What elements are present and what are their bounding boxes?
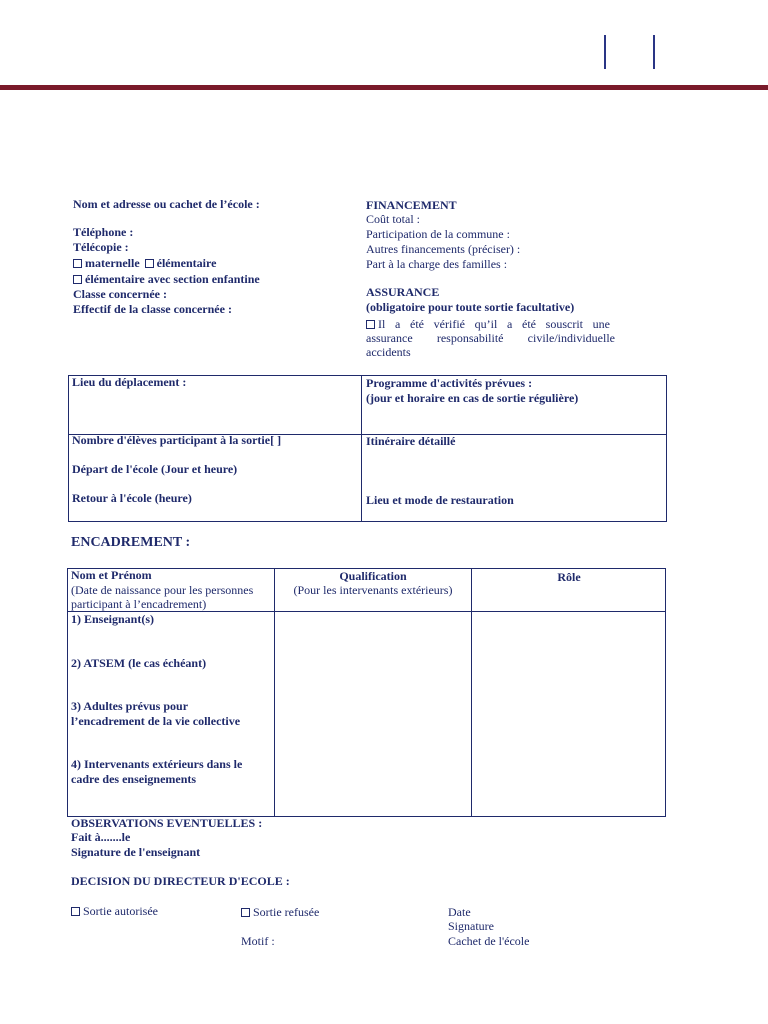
decision-heading: DECISION DU DIRECTEUR D'ECOLE : [71,874,290,888]
level-row-2 [73,272,260,286]
col-qualification-title: Qualification [339,569,407,583]
level-section-enfantine-label: élémentaire avec section enfantine [85,272,260,286]
encadrement-col-divider-2 [471,568,472,817]
encadrement-header-divider [67,611,666,612]
trip-table-divider-v [361,375,362,522]
row-adultes-line-1: 3) Adultes prévus pour [71,699,189,713]
row-intervenants-line-1: 4) Intervenants extérieurs dans le [71,757,243,771]
fax-label: Télécopie : [73,240,129,254]
level-maternelle-label: maternelle [85,256,140,270]
assurance-line-3: accidents [366,345,411,359]
level-elementaire-label: élémentaire [156,256,217,270]
class-label: Classe concernée : [73,287,167,301]
fait-a-label: Fait à.......le [71,830,131,844]
checkbox-assurance[interactable] [366,320,375,329]
commune-label: Participation de la commune : [366,227,510,241]
programme-note: (jour et horaire en cas de sortie régulière) [366,391,579,405]
class-size-label: Effectif de la classe concernée : [73,302,232,316]
restauration-label: Lieu et mode de restauration [366,493,514,507]
checkbox-maternelle[interactable] [73,259,82,268]
row-atsem: 2) ATSEM (le cas échéant) [71,656,207,670]
retour-label: Retour à l'école (heure) [72,491,192,505]
checkbox-sortie-refusee[interactable] [241,908,250,917]
row-intervenants-line-2: cadre des enseignements [71,772,197,786]
assurance-line-2: assurance responsabilité civile/individuelle [366,331,615,345]
assurance-heading: ASSURANCE [366,285,440,299]
col-nom-title: Nom et Prénom [71,568,152,582]
programme-label: Programme d'activités prévues : [366,376,533,390]
checkbox-elementaire[interactable] [145,259,154,268]
autres-financements-label: Autres financements (préciser) : [366,242,521,256]
financement-heading: FINANCEMENT [366,198,457,212]
col-qualification-note: (Pour les intervenants extérieurs) [293,583,453,597]
col-nom-note-2: participant à l’encadrement) [71,597,207,611]
date-label: Date [448,905,471,919]
checkbox-sortie-autorisee[interactable] [71,907,80,916]
signature-directeur-label: Signature [448,919,494,933]
row-enseignants: 1) Enseignant(s) [71,612,155,626]
col-nom-note-1: (Date de naissance pour les personnes [71,583,254,597]
cachet-ecole-label: Cachet de l'école [448,934,530,948]
encadrement-col-divider-1 [274,568,275,817]
school-name-label: Nom et adresse ou cachet de l’école : [73,197,260,211]
sortie-refusee-label: Sortie refusée [253,905,320,919]
phone-label: Téléphone : [73,225,134,239]
cout-total-label: Coût total : [366,212,420,226]
lieu-deplacement-label: Lieu du déplacement : [72,375,187,389]
header-rule [0,85,768,90]
header-bar-left [604,35,606,69]
sortie-autorisee-option [71,904,158,918]
familles-label: Part à la charge des familles : [366,257,508,271]
nombre-eleves-label: Nombre d'élèves participant à la sortie[ ] [72,433,282,447]
col-role-title: Rôle [557,570,581,584]
sortie-autorisee-label: Sortie autorisée [83,904,158,918]
observations-heading: OBSERVATIONS EVENTUELLES : [71,816,263,830]
assurance-subheading: (obligatoire pour toute sortie facultative) [366,300,575,314]
assurance-line-1-text: Il a été vérifié qu’il a été souscrit une [378,317,610,331]
encadrement-heading: ENCADREMENT : [71,535,191,550]
header-bar-right [653,35,655,69]
level-row-1 [73,256,216,270]
checkbox-section-enfantine[interactable] [73,275,82,284]
assurance-line-1 [366,317,615,331]
signature-enseignant-label: Signature de l'enseignant [71,845,201,859]
sortie-refusee-option [241,905,319,919]
row-adultes-line-2: l’encadrement de la vie collective [71,714,241,728]
depart-label: Départ de l'école (Jour et heure) [72,462,238,476]
motif-label: Motif : [241,934,275,948]
itineraire-label: Itinéraire détaillé [366,434,456,448]
